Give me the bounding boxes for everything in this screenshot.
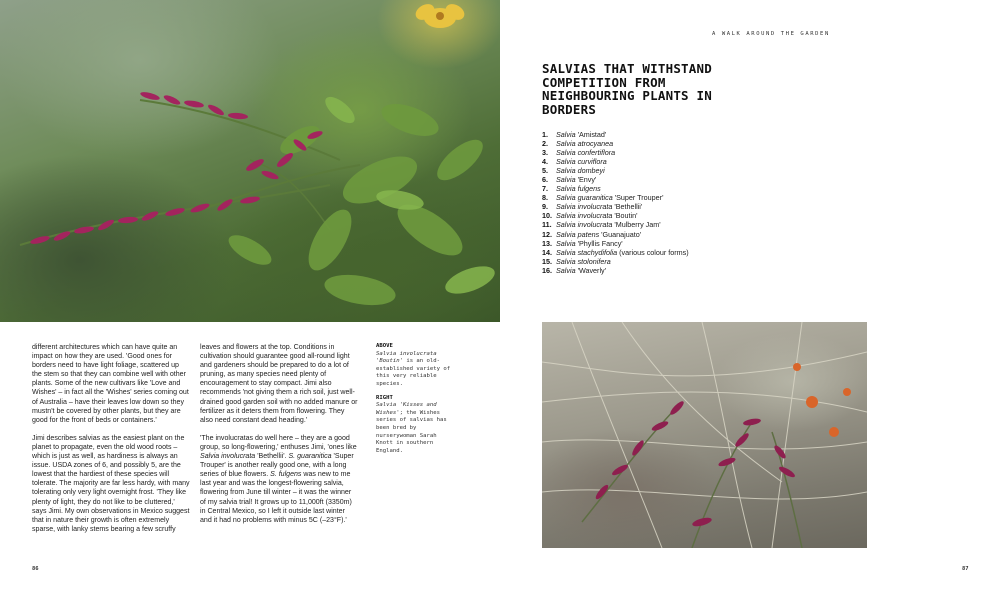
list-item: 4. Salvia curviflora xyxy=(542,157,607,167)
page-number-left: 86 xyxy=(32,566,39,572)
list-item: 9. Salvia involucrata 'Bethellii' xyxy=(542,202,643,212)
list-item: 3. Salvia confertiflora xyxy=(542,148,616,158)
list-item: 12. Salvia patens 'Guanajuato' xyxy=(542,229,642,239)
caption-label: RIGHT xyxy=(376,394,393,401)
body-column-2 xyxy=(200,343,358,534)
caption-right: RIGHT Salvia 'Kisses and Wishes'; the Wishes series of salvias has been bred by nurserywoman Sarah Knott in southern England. xyxy=(376,395,454,456)
list-item: 15. Salvia stolonifera xyxy=(542,256,611,266)
salvia-photo-right xyxy=(542,322,867,548)
list-title: SALVIAS THAT WITHSTAND COMPETITION FROM NEIGHBOURING PLANTS IN BORDERS xyxy=(542,61,712,117)
list-item: 13. Salvia 'Phyllis Fancy' xyxy=(542,238,623,248)
list-item: 7. Salvia fulgens xyxy=(542,184,601,194)
body-paragraph: Jimi describes salvias as the easiest plant on the planet to propagate, even the old wood roots – which is just as well, as hardiness is always an issue. USDA zones of 6, and possibly 5, are the lowest that the hardiest of these species will tolerate. The majority are far less hardy, with many tolerating only very light overnight frost. 'They like plenty of light, they do not like to be cluttered,' says Jimi. My own observations in Mexico suggest that in nature their growth is often extremely sparse, with lanky stems bearing a few scruffy xyxy=(32,434,190,533)
list-item: 8. Salvia guaranitica 'Super Trouper' xyxy=(542,193,664,203)
salvia-photo-left xyxy=(0,0,500,322)
list-item: 11. Salvia involucrata 'Mulberry Jam' xyxy=(542,220,661,230)
salvia-boutin-illustration xyxy=(0,0,500,322)
list-item: 6. Salvia 'Envy' xyxy=(542,175,597,185)
list-item: 5. Salvia dombeyi xyxy=(542,166,605,176)
body-column-1 xyxy=(32,343,190,543)
page-number-right: 87 xyxy=(962,566,969,572)
caption-above: ABOVE Salvia involucrata 'Boutin' is an old-established variety of this very reliable species. xyxy=(376,343,454,389)
list-item: 1. Salvia 'Amistad' xyxy=(542,130,607,139)
list-item: 10. Salvia involucrata 'Boutin' xyxy=(542,211,638,221)
body-paragraph: leaves and flowers at the top. Conditions in cultivation should guarantee good all-round light and gardeners should be prepared to do a lot of pruning, as many species need plenty of encouragement to stay compact. Jimi also recommends 'not giving them a rich soil, just well-drained good garden soil with no added manure or fertilizer as it deters them from flowering. They also need constant dead heading.' xyxy=(200,344,358,424)
caption-label: ABOVE xyxy=(376,343,393,349)
salvia-list xyxy=(542,130,689,275)
photo-captions xyxy=(376,343,454,461)
body-paragraph: 'The involucratas do well here – they are a good group, so long-flowering,' enthuses Jimi, 'ones like Salvia involucrata 'Bethellii'. S. guaranitica 'Super Trouper' is another really good one, with a long series of blue flowers. S. fulgens was new to me last year and was the longest-flowering salvia, flowering from June till winter – it was the winner of my salvia trial! It grows up to 11,000ft (3350m) in Central Mexico, so I left it outside last winter and it had no problems with minus 5C (–23°F).' xyxy=(200,434,357,524)
list-item: 14. Salvia stachydifolia (various colour forms) xyxy=(542,247,689,257)
list-item: 16. Salvia 'Waverly' xyxy=(542,265,607,275)
body-paragraph: different architectures which can have quite an impact on how they are used. 'Good ones for borders need to have light foliage, scattered up the stem so that they can combine well with other plants. Some of the new cultivars like 'Love and Wishes' – in fact all the 'Wishes' series coming out of Australia – have their leaves low down so they mustn't be covered by other plants, but they are good for the front of beds or containers.' xyxy=(32,344,189,424)
list-item: 2. Salvia atrocyanea xyxy=(542,139,614,149)
running-head: A WALK AROUND THE GARDEN xyxy=(712,31,830,37)
salvia-kisses-wishes-illustration xyxy=(542,322,867,548)
